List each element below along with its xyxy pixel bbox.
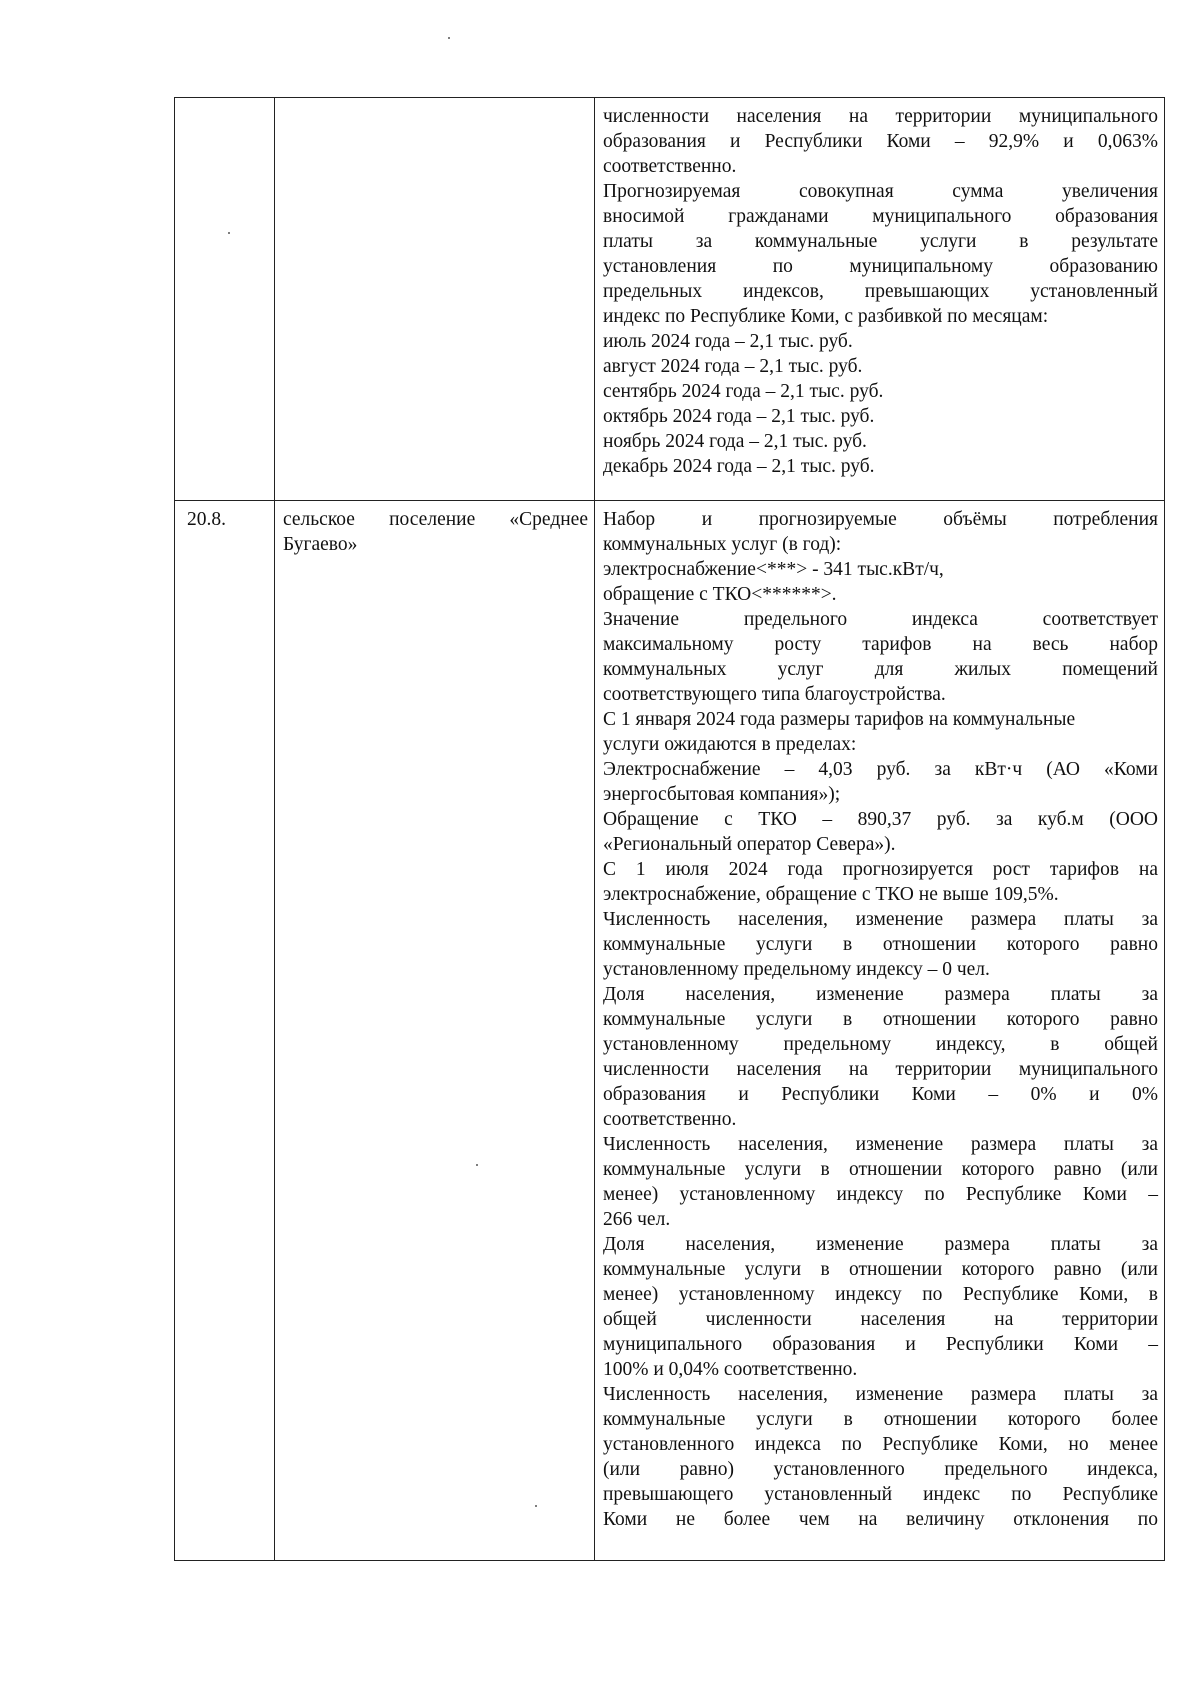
description-line: июль 2024 года – 2,1 тыс. руб.	[603, 331, 853, 352]
description-line: электроснабжение, обращение с ТКО не выше 109,5%.	[603, 884, 1059, 905]
description-line: коммунальных услуг для жилых помещений	[603, 659, 1158, 680]
description-line: декабрь 2024 года – 2,1 тыс. руб.	[603, 456, 875, 477]
description-line: образования и Республики Коми – 92,9% и 0,063%	[603, 131, 1158, 152]
description-line: индекс по Республике Коми, с разбивкой по месяцам:	[603, 306, 1049, 327]
description-line: соответствующего типа благоустройства.	[603, 684, 946, 705]
description-line: установления по муниципальному образованию	[603, 256, 1158, 277]
municipality-name-cell	[275, 98, 595, 501]
description-line: превышающего установленный индекс по Республике	[603, 1484, 1158, 1505]
description-line: установленного индекса по Республике Коми, но менее	[603, 1434, 1158, 1455]
description-line: установленному предельному индексу – 0 чел.	[603, 959, 990, 980]
description-line: услуги ожидаются в пределах:	[603, 734, 857, 755]
description-line: октябрь 2024 года – 2,1 тыс. руб.	[603, 406, 875, 427]
description-line: С 1 июля 2024 года прогнозируется рост тарифов на	[603, 859, 1158, 880]
description-line: 266 чел.	[603, 1209, 671, 1230]
description-line: численности населения на территории муниципального	[603, 1059, 1158, 1080]
description-line: коммунальные услуги в отношении которого равно	[603, 1009, 1158, 1030]
description-line: соответственно.	[603, 156, 737, 177]
description-line: менее) установленному индексу по Республике Коми, в	[603, 1284, 1158, 1305]
description-line: коммунальные услуги в отношении которого равно (или	[603, 1159, 1158, 1180]
description-line: август 2024 года – 2,1 тыс. руб.	[603, 356, 863, 377]
table-row	[175, 98, 1165, 501]
scan-speck	[476, 1164, 478, 1166]
description-line: муниципального образования и Республики Коми –	[603, 1334, 1158, 1355]
description-line: ноябрь 2024 года – 2,1 тыс. руб.	[603, 431, 867, 452]
description-line: коммунальных услуг (в год):	[603, 534, 842, 555]
document-table	[174, 97, 1165, 1561]
description-line: Значение предельного индекса соответствует	[603, 609, 1158, 630]
description-line: Коми не более чем на величину отклонения по	[603, 1509, 1158, 1530]
description-line: сентябрь 2024 года – 2,1 тыс. руб.	[603, 381, 884, 402]
description-cell	[595, 501, 1165, 1561]
row-number-cell: 20.8.	[175, 501, 275, 1561]
description-line: общей численности населения на территории	[603, 1309, 1158, 1330]
description-line: Обращение с ТКО – 890,37 руб. за куб.м (ООО	[603, 809, 1158, 830]
scan-speck	[228, 232, 230, 234]
description-line: Прогнозируемая совокупная сумма увеличения	[603, 181, 1158, 202]
description-cell	[595, 98, 1165, 501]
description-line: платы за коммунальные услуги в результате	[603, 231, 1158, 252]
scan-speck	[448, 37, 450, 39]
description-line: численности населения на территории муниципального	[603, 106, 1158, 127]
scan-speck	[535, 1505, 537, 1507]
description-line: менее) установленному индексу по Республике Коми –	[603, 1184, 1158, 1205]
description-line: максимальному росту тарифов на весь набор	[603, 634, 1158, 655]
table-row	[175, 501, 1165, 1561]
description-line: установленному предельному индексу, в общей	[603, 1034, 1158, 1055]
description-line: вносимой гражданами муниципального образования	[603, 206, 1158, 227]
description-line: обращение с ТКО<******>.	[603, 584, 837, 605]
description-line: соответственно.	[603, 1109, 737, 1130]
description-line: С 1 января 2024 года размеры тарифов на коммунальные	[603, 709, 1076, 730]
description-line: Набор и прогнозируемые объёмы потребления	[603, 509, 1158, 530]
municipality-name-cell: сельское поселение «Среднее Бугаево»	[275, 501, 595, 1561]
description-line: коммунальные услуги в отношении которого более	[603, 1409, 1158, 1430]
description-line: Численность населения, изменение размера платы за	[603, 1384, 1158, 1405]
description-line: предельных индексов, превышающих установленный	[603, 281, 1158, 302]
description-line: Доля населения, изменение размера платы за	[603, 1234, 1158, 1255]
description-line: электроснабжение<***> - 341 тыс.кВт/ч,	[603, 559, 944, 580]
description-line: коммунальные услуги в отношении которого равно	[603, 934, 1158, 955]
description-line: Численность населения, изменение размера платы за	[603, 1134, 1158, 1155]
description-line: 100% и 0,04% соответственно.	[603, 1359, 858, 1380]
description-line: энергосбытовая компания»);	[603, 784, 841, 805]
description-line: Электроснабжение – 4,03 руб. за кВт·ч (АО «Коми	[603, 759, 1158, 780]
description-line: Доля населения, изменение размера платы за	[603, 984, 1158, 1005]
description-line: «Региональный оператор Севера»).	[603, 834, 896, 855]
row-number-cell	[175, 98, 275, 501]
description-line: образования и Республики Коми – 0% и 0%	[603, 1084, 1158, 1105]
description-line: (или равно) установленного предельного индекса,	[603, 1459, 1158, 1480]
description-line: Численность населения, изменение размера платы за	[603, 909, 1158, 930]
description-line: коммунальные услуги в отношении которого равно (или	[603, 1259, 1158, 1280]
